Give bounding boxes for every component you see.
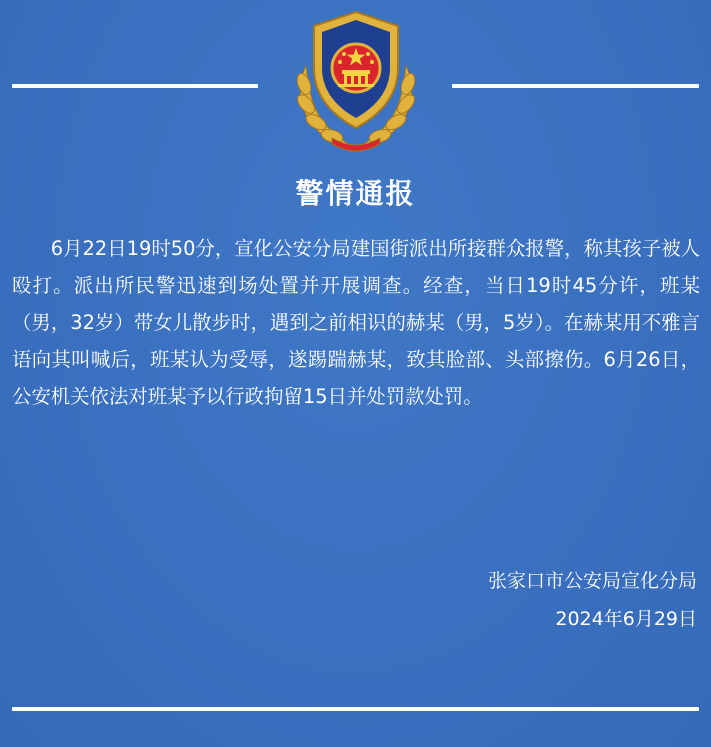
header-rule-right	[452, 84, 699, 88]
signature-block	[488, 562, 697, 638]
footer-rule	[12, 707, 699, 711]
notice-title: 警情通报	[295, 177, 416, 210]
issuer-name: 张家口市公安局宣化分局	[487, 570, 697, 592]
police-emblem-icon	[276, 6, 436, 158]
header-rule-left	[12, 84, 258, 88]
issue-date: 2024年6月29日	[555, 608, 697, 630]
notice-body: 6月22日19时50分，宣化公安分局建国街派出所接群众报警，称其孩子被人殴打。派出所民警迅速到场处置并开展调查。经查，当日19时45分许，班某（男，32岁）带女儿散步时，遇到之前相识的赫某（男，5岁）。在赫某用不雅言语向其叫喊后，班某认为受辱，遂踢踹赫某，致其脸部、头部擦伤。6月26日，公安机关依法对班某予以行政拘留15日并处罚款处罚。	[12, 237, 700, 408]
